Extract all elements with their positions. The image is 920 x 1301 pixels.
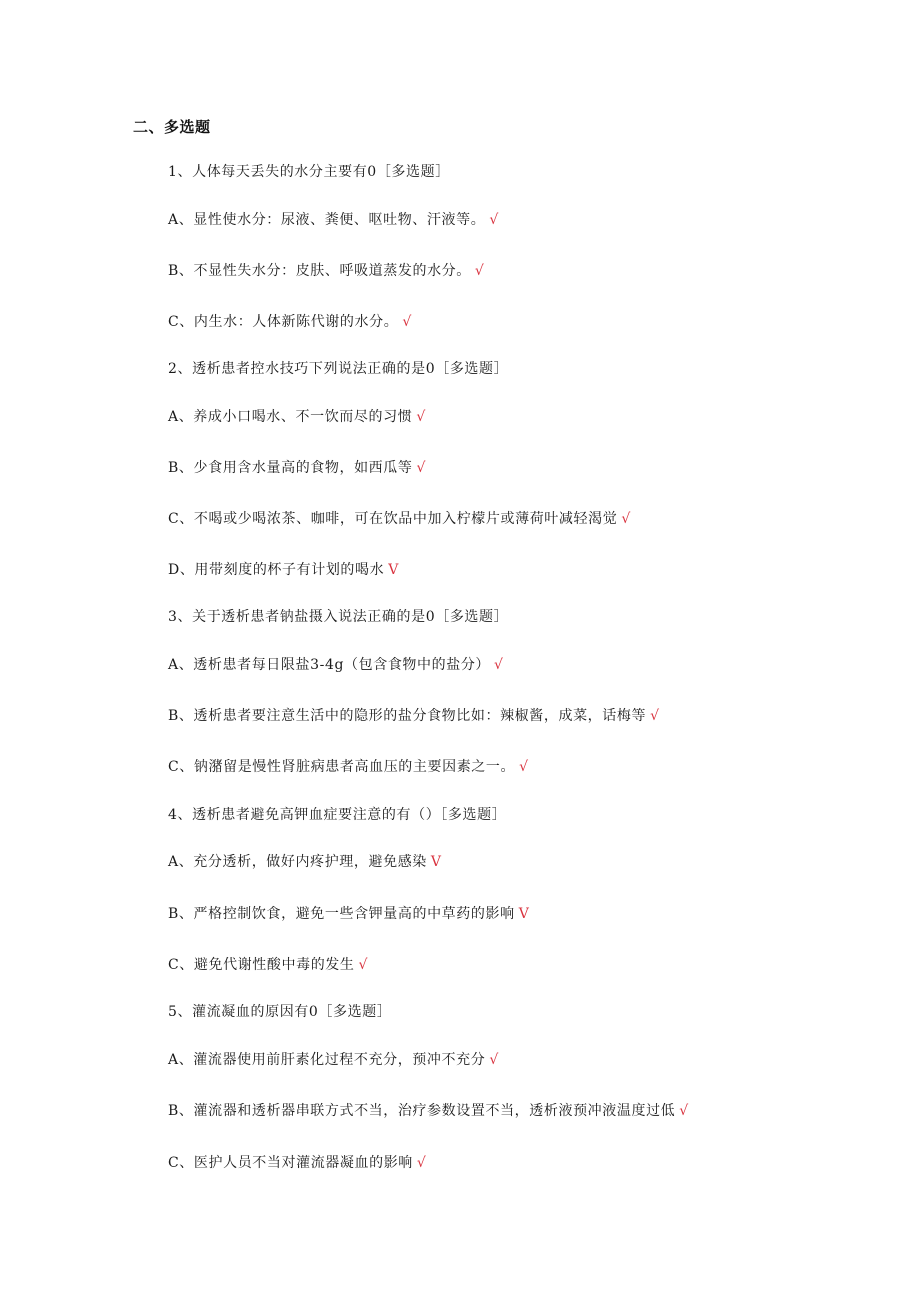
question-4-stem: 4、透析患者避免高钾血症要注意的有（）［多选题］ <box>168 807 507 823</box>
question-5-option-a <box>168 1050 499 1070</box>
check-mark-icon: √ <box>679 1103 689 1119</box>
question-5-stem: 5、灌流凝血的原因有0［多选题］ <box>168 1004 392 1020</box>
check-mark-icon: √ <box>416 460 427 476</box>
check-mark-icon: √ <box>519 759 529 775</box>
check-mark-icon: √ <box>621 511 631 527</box>
check-mark-icon: √ <box>416 409 426 425</box>
check-mark-icon: √ <box>650 708 660 724</box>
check-mark-icon: √ <box>489 212 499 228</box>
question-1-stem: 1、人体每天丢失的水分主要有0［多选题］ <box>168 164 450 180</box>
question-2-stem: 2、透析患者控水技巧下列说法正确的是0［多选题］ <box>168 361 509 377</box>
option-text: C、钠潴留是慢性肾脏病患者高血压的主要因素之一。 <box>168 759 516 775</box>
check-mark-icon: √ <box>494 657 504 673</box>
option-text: D、用带刻度的杯子有计划的喝水 <box>168 562 385 578</box>
check-mark-icon: √ <box>416 1155 427 1171</box>
check-mark-icon: V <box>518 906 530 922</box>
option-text: A、养成小口喝水、不一饮而尽的习惯 <box>168 409 413 425</box>
question-3-stem: 3、关于透析患者钠盐摄入说法正确的是0［多选题］ <box>168 609 509 625</box>
question-5-option-c <box>168 1153 426 1173</box>
check-mark-icon: √ <box>358 957 369 973</box>
check-mark-icon: √ <box>402 314 412 330</box>
question-2-option-c <box>168 509 631 529</box>
option-text: C、避免代谢性酸中毒的发生 <box>168 957 355 973</box>
check-mark-icon: V <box>430 854 442 870</box>
option-text: A、显性使水分：尿液、粪便、呕吐物、汗液等。 <box>168 212 486 228</box>
question-5-option-b <box>168 1101 689 1121</box>
question-3-option-c <box>168 757 529 777</box>
check-mark-icon: √ <box>474 263 485 279</box>
option-text: C、不喝或少喝浓茶、咖啡，可在饮品中加入柠檬片或薄荷叶减轻渴觉 <box>168 511 618 527</box>
option-text: A、透析患者每日限盐3-4g（包含食物中的盐分） <box>168 657 491 673</box>
question-1-option-a <box>168 210 499 230</box>
question-4-option-c <box>168 955 368 975</box>
question-4-option-a <box>168 852 442 872</box>
option-text: B、灌流器和透析器串联方式不当，治疗参数设置不当，透析液预冲液温度过低 <box>168 1103 676 1119</box>
option-text: A、灌流器使用前肝素化过程不充分，预冲不充分 <box>168 1052 486 1068</box>
option-text: B、不显性失水分：皮肤、呼吸道蒸发的水分。 <box>168 263 471 279</box>
option-text: B、少食用含水量高的食物，如西瓜等 <box>168 460 413 476</box>
option-text: A、充分透析，做好内疼护理，避免感染 <box>168 854 427 870</box>
check-mark-icon: √ <box>489 1052 499 1068</box>
question-3-option-a <box>168 655 504 675</box>
question-1-option-c <box>168 312 412 332</box>
question-4-option-b <box>168 904 529 924</box>
option-text: C、内生水：人体新陈代谢的水分。 <box>168 314 399 330</box>
question-2-option-b <box>168 458 426 478</box>
question-2-option-a <box>168 407 426 427</box>
question-2-option-d <box>168 560 399 580</box>
option-text: C、医护人员不当对灌流器凝血的影响 <box>168 1155 413 1171</box>
option-text: B、严格控制饮食，避免一些含钾量高的中草药的影响 <box>168 906 515 922</box>
check-mark-icon: V <box>388 562 399 578</box>
question-3-option-b <box>168 706 660 726</box>
question-1-option-b <box>168 261 484 281</box>
section-title: 二、多选题 <box>133 118 211 136</box>
option-text: B、透析患者要注意生活中的隐形的盐分食物比如：辣椒酱，成菜，话梅等 <box>168 708 647 724</box>
